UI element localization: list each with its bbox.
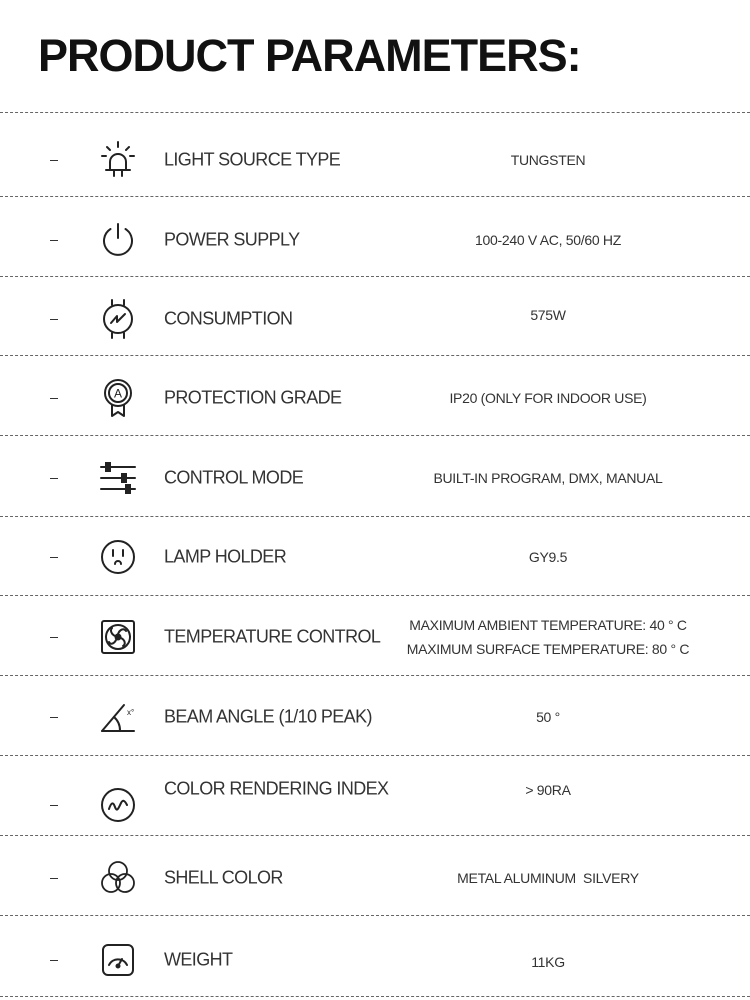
divider (0, 196, 750, 197)
power-icon (98, 220, 138, 260)
param-value-line: METAL ALUMINUM SILVERY (457, 870, 639, 886)
param-row-beam-angle (0, 677, 750, 757)
angle-icon (98, 697, 138, 737)
bullet-dash (50, 557, 58, 558)
param-value (380, 613, 716, 661)
param-value (380, 778, 716, 802)
bullet-dash (50, 805, 58, 806)
param-row-shell-color (0, 838, 750, 918)
param-row-protection-grade (0, 358, 750, 438)
param-value-line: GY9.5 (528, 549, 568, 565)
divider (0, 835, 750, 836)
param-value (380, 545, 716, 569)
divider (0, 996, 750, 997)
param-row-consumption (0, 279, 750, 359)
lightbulb-icon (98, 140, 138, 180)
param-label: COLOR RENDERING INDEX (164, 778, 389, 799)
divider (0, 915, 750, 916)
param-label: TEMPERATURE CONTROL (164, 626, 381, 647)
color-circles-icon (98, 858, 138, 898)
divider (0, 675, 750, 676)
svg-text:x°: x° (127, 708, 135, 717)
param-label: LIGHT SOURCE TYPE (164, 149, 341, 170)
bullet-dash (50, 717, 58, 718)
bullet-dash (50, 160, 58, 161)
divider (0, 595, 750, 596)
param-value (380, 466, 716, 490)
divider (0, 435, 750, 436)
scale-icon (98, 940, 138, 980)
bullet-dash (50, 960, 58, 961)
bullet-dash (50, 478, 58, 479)
param-label: WEIGHT (164, 949, 233, 970)
param-value (380, 386, 716, 410)
param-label: SHELL COLOR (164, 867, 283, 888)
param-label: POWER SUPPLY (164, 229, 300, 250)
param-row-weight (0, 920, 750, 1000)
param-label: CONTROL MODE (164, 467, 304, 488)
param-value-line: TUNGSTEN (510, 152, 586, 168)
param-value-line: BUILT-IN PROGRAM, DMX, MANUAL (433, 470, 663, 486)
param-label: PROTECTION GRADE (164, 387, 342, 408)
fan-icon (98, 617, 138, 657)
sliders-icon (98, 458, 138, 498)
param-row-power-supply (0, 200, 750, 280)
param-value (380, 228, 716, 252)
param-row-temperature-control (0, 597, 750, 677)
param-row-control-mode (0, 438, 750, 518)
divider (0, 276, 750, 277)
param-row-color-rendering-index (0, 757, 750, 837)
param-value-line: IP20 (ONLY FOR INDOOR USE) (449, 390, 647, 406)
svg-text:A: A (113, 386, 123, 401)
bullet-dash (50, 878, 58, 879)
wave-icon (98, 785, 138, 825)
param-value (380, 705, 716, 729)
param-value-line: 100-240 V AC, 50/60 HZ (475, 232, 621, 248)
param-label: CONSUMPTION (164, 308, 293, 329)
socket-icon (98, 537, 138, 577)
param-value-line: MAXIMUM AMBIENT TEMPERATURE: 40 ° C (409, 617, 687, 633)
param-value (380, 950, 716, 974)
param-row-lamp-holder (0, 517, 750, 597)
bullet-dash (50, 398, 58, 399)
param-value (380, 303, 716, 327)
param-row-light-source-type (0, 120, 750, 200)
param-value-line: 50 ° (536, 709, 560, 725)
param-value-line: MAXIMUM SURFACE TEMPERATURE: 80 ° C (406, 641, 690, 657)
bullet-dash (50, 319, 58, 320)
energy-meter-icon (98, 299, 138, 339)
param-value-line: 11KG (531, 954, 565, 970)
divider (0, 355, 750, 356)
bullet-dash (50, 240, 58, 241)
divider (0, 112, 750, 113)
param-value-line: > 90RA (525, 782, 571, 798)
divider (0, 755, 750, 756)
param-value-line: 575W (530, 307, 566, 323)
protection-badge-icon (98, 378, 138, 418)
page-title: PRODUCT PARAMETERS: (38, 30, 581, 81)
param-label: LAMP HOLDER (164, 546, 287, 567)
param-value (380, 148, 716, 172)
param-label: BEAM ANGLE (1/10 PEAK) (164, 706, 372, 727)
param-value (380, 866, 716, 890)
bullet-dash (50, 637, 58, 638)
